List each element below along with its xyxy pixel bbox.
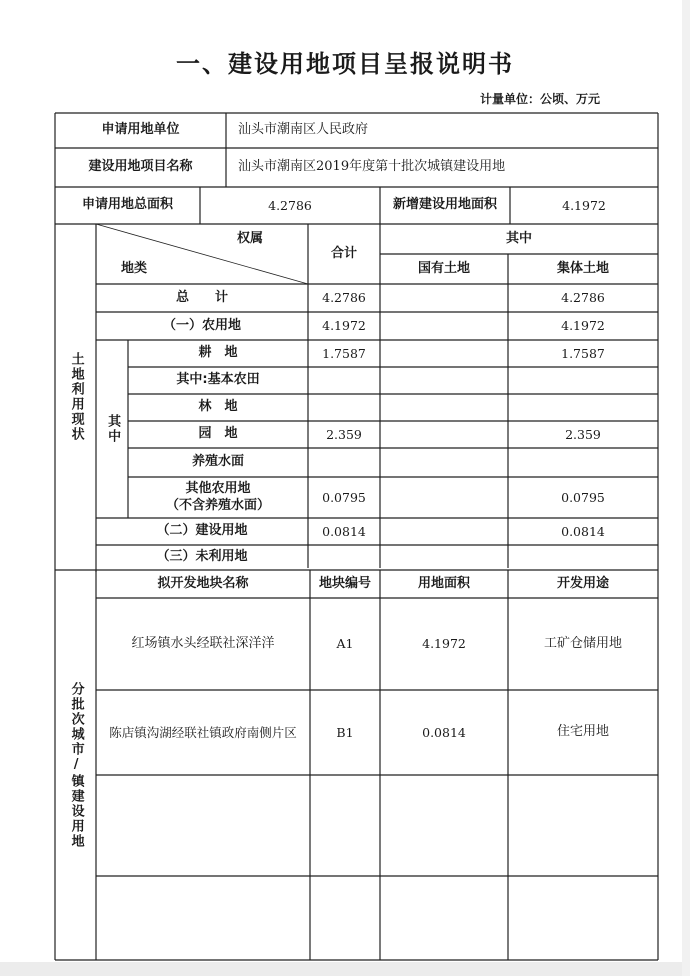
parcel-use: 住宅用地 — [556, 724, 609, 740]
landuse-row-total — [308, 367, 380, 394]
parcel-name: 红场镇水头经联社深洋洋 — [131, 635, 275, 651]
parcel-area — [380, 775, 508, 876]
landuse-row-label: （三）未利用地 — [156, 549, 248, 565]
landuse-row-collective — [508, 545, 658, 570]
page-bottom-edge — [0, 962, 690, 976]
landuse-row-collective: 0.0795 — [561, 489, 605, 505]
landuse-row-state — [380, 421, 508, 448]
total-column-header: 合计 — [330, 245, 357, 261]
parcel-area — [380, 876, 508, 960]
state-land-header: 国有土地 — [417, 260, 470, 276]
applicant-value: 汕头市潮南区人民政府 — [238, 122, 369, 138]
parcel-code: B1 — [336, 724, 354, 740]
parcel-name-header: 拟开发地块名称 — [157, 575, 249, 591]
landuse-row-label: （一）农用地 — [162, 317, 241, 333]
landuse-row-state — [380, 477, 508, 518]
batch-section-label: 分批次城市/镇建设用地 — [68, 681, 84, 849]
parcel-area: 0.0814 — [422, 724, 466, 740]
landuse-row-collective — [508, 367, 658, 394]
landuse-row-label: （二）建设用地 — [156, 523, 248, 539]
landuse-row-total: 1.7587 — [322, 345, 366, 361]
total-area-label: 申请用地总面积 — [81, 197, 173, 213]
applicant-label: 申请用地单位 — [101, 122, 180, 138]
parcel-name: 陈店镇沟湖经联社镇政府南侧片区 — [109, 724, 297, 740]
landuse-row-collective: 4.1972 — [561, 318, 605, 334]
parcel-name — [96, 775, 310, 876]
unit-label: 计量单位：公顷、万元 — [480, 92, 601, 106]
landuse-row-state — [380, 284, 508, 312]
parcel-area-header: 用地面积 — [417, 575, 470, 591]
parcel-use: 工矿仓储用地 — [543, 635, 622, 651]
landuse-row-total — [308, 448, 380, 477]
collective-land-header: 集体土地 — [556, 260, 609, 276]
parcel-name — [96, 876, 310, 960]
landuse-row-state — [380, 448, 508, 477]
landuse-row-state — [380, 394, 508, 421]
landuse-row-total: 0.0795 — [322, 489, 366, 505]
landuse-row-state — [380, 367, 508, 394]
document-title: 一、建设用地项目呈报说明书 — [176, 50, 514, 78]
new-area-value: 4.1972 — [562, 197, 606, 213]
landuse-row-collective: 0.0814 — [561, 523, 605, 539]
landuse-row-state — [380, 518, 508, 545]
parcel-code-header: 地块编号 — [318, 575, 371, 591]
landuse-row-label-group — [128, 477, 308, 518]
parcel-area: 4.1972 — [422, 636, 466, 652]
landuse-row-collective: 4.2786 — [561, 290, 605, 306]
landuse-row-total: 4.1972 — [322, 318, 366, 334]
landuse-row-total: 2.359 — [326, 426, 362, 442]
landuse-section-label: 土地利用现状 — [68, 352, 84, 442]
agri-subgroup-label: 其中 — [105, 414, 121, 444]
landuse-row-total: 4.2786 — [322, 290, 366, 306]
landuse-row-collective: 2.359 — [565, 426, 601, 442]
parcel-use — [508, 876, 658, 960]
landuse-row-total: 0.0814 — [322, 523, 366, 539]
total-area-value: 4.2786 — [268, 197, 312, 213]
landuse-row-collective — [508, 448, 658, 477]
land-type-label: 地类 — [120, 260, 147, 276]
project-name-label: 建设用地项目名称 — [88, 159, 193, 175]
parcel-code — [310, 876, 380, 960]
landuse-row-collective: 1.7587 — [561, 345, 605, 361]
parcel-code — [310, 775, 380, 876]
landuse-row-total — [308, 545, 380, 570]
parcel-use-header: 开发用途 — [556, 575, 609, 591]
landuse-row-label: 耕 地 — [198, 345, 238, 361]
landuse-row-label: 总 计 — [175, 289, 228, 305]
landuse-row-total — [308, 394, 380, 421]
landuse-row-label: 养殖水面 — [191, 454, 244, 470]
landuse-row-label: 林 地 — [198, 399, 238, 415]
landuse-row-collective — [508, 394, 658, 421]
landuse-row-state — [380, 545, 508, 570]
new-area-label: 新增建设用地面积 — [392, 197, 497, 213]
landuse-row-state — [380, 340, 508, 367]
landuse-row-label: 其中:基本农田 — [176, 372, 260, 388]
parcel-code: A1 — [336, 636, 354, 652]
ownership-label: 权属 — [236, 230, 263, 246]
among-column-header: 其中 — [505, 230, 532, 246]
landuse-row-label: 园 地 — [198, 426, 238, 442]
landuse-row-label-sub: （不含养殖水面） — [165, 497, 270, 513]
landuse-row-label: 其他农用地 — [185, 481, 251, 497]
landuse-row-state — [380, 312, 508, 340]
project-name-value: 汕头市潮南区2019年度第十批次城镇建设用地 — [238, 159, 506, 175]
page-right-edge — [682, 0, 690, 976]
parcel-use — [508, 775, 658, 876]
